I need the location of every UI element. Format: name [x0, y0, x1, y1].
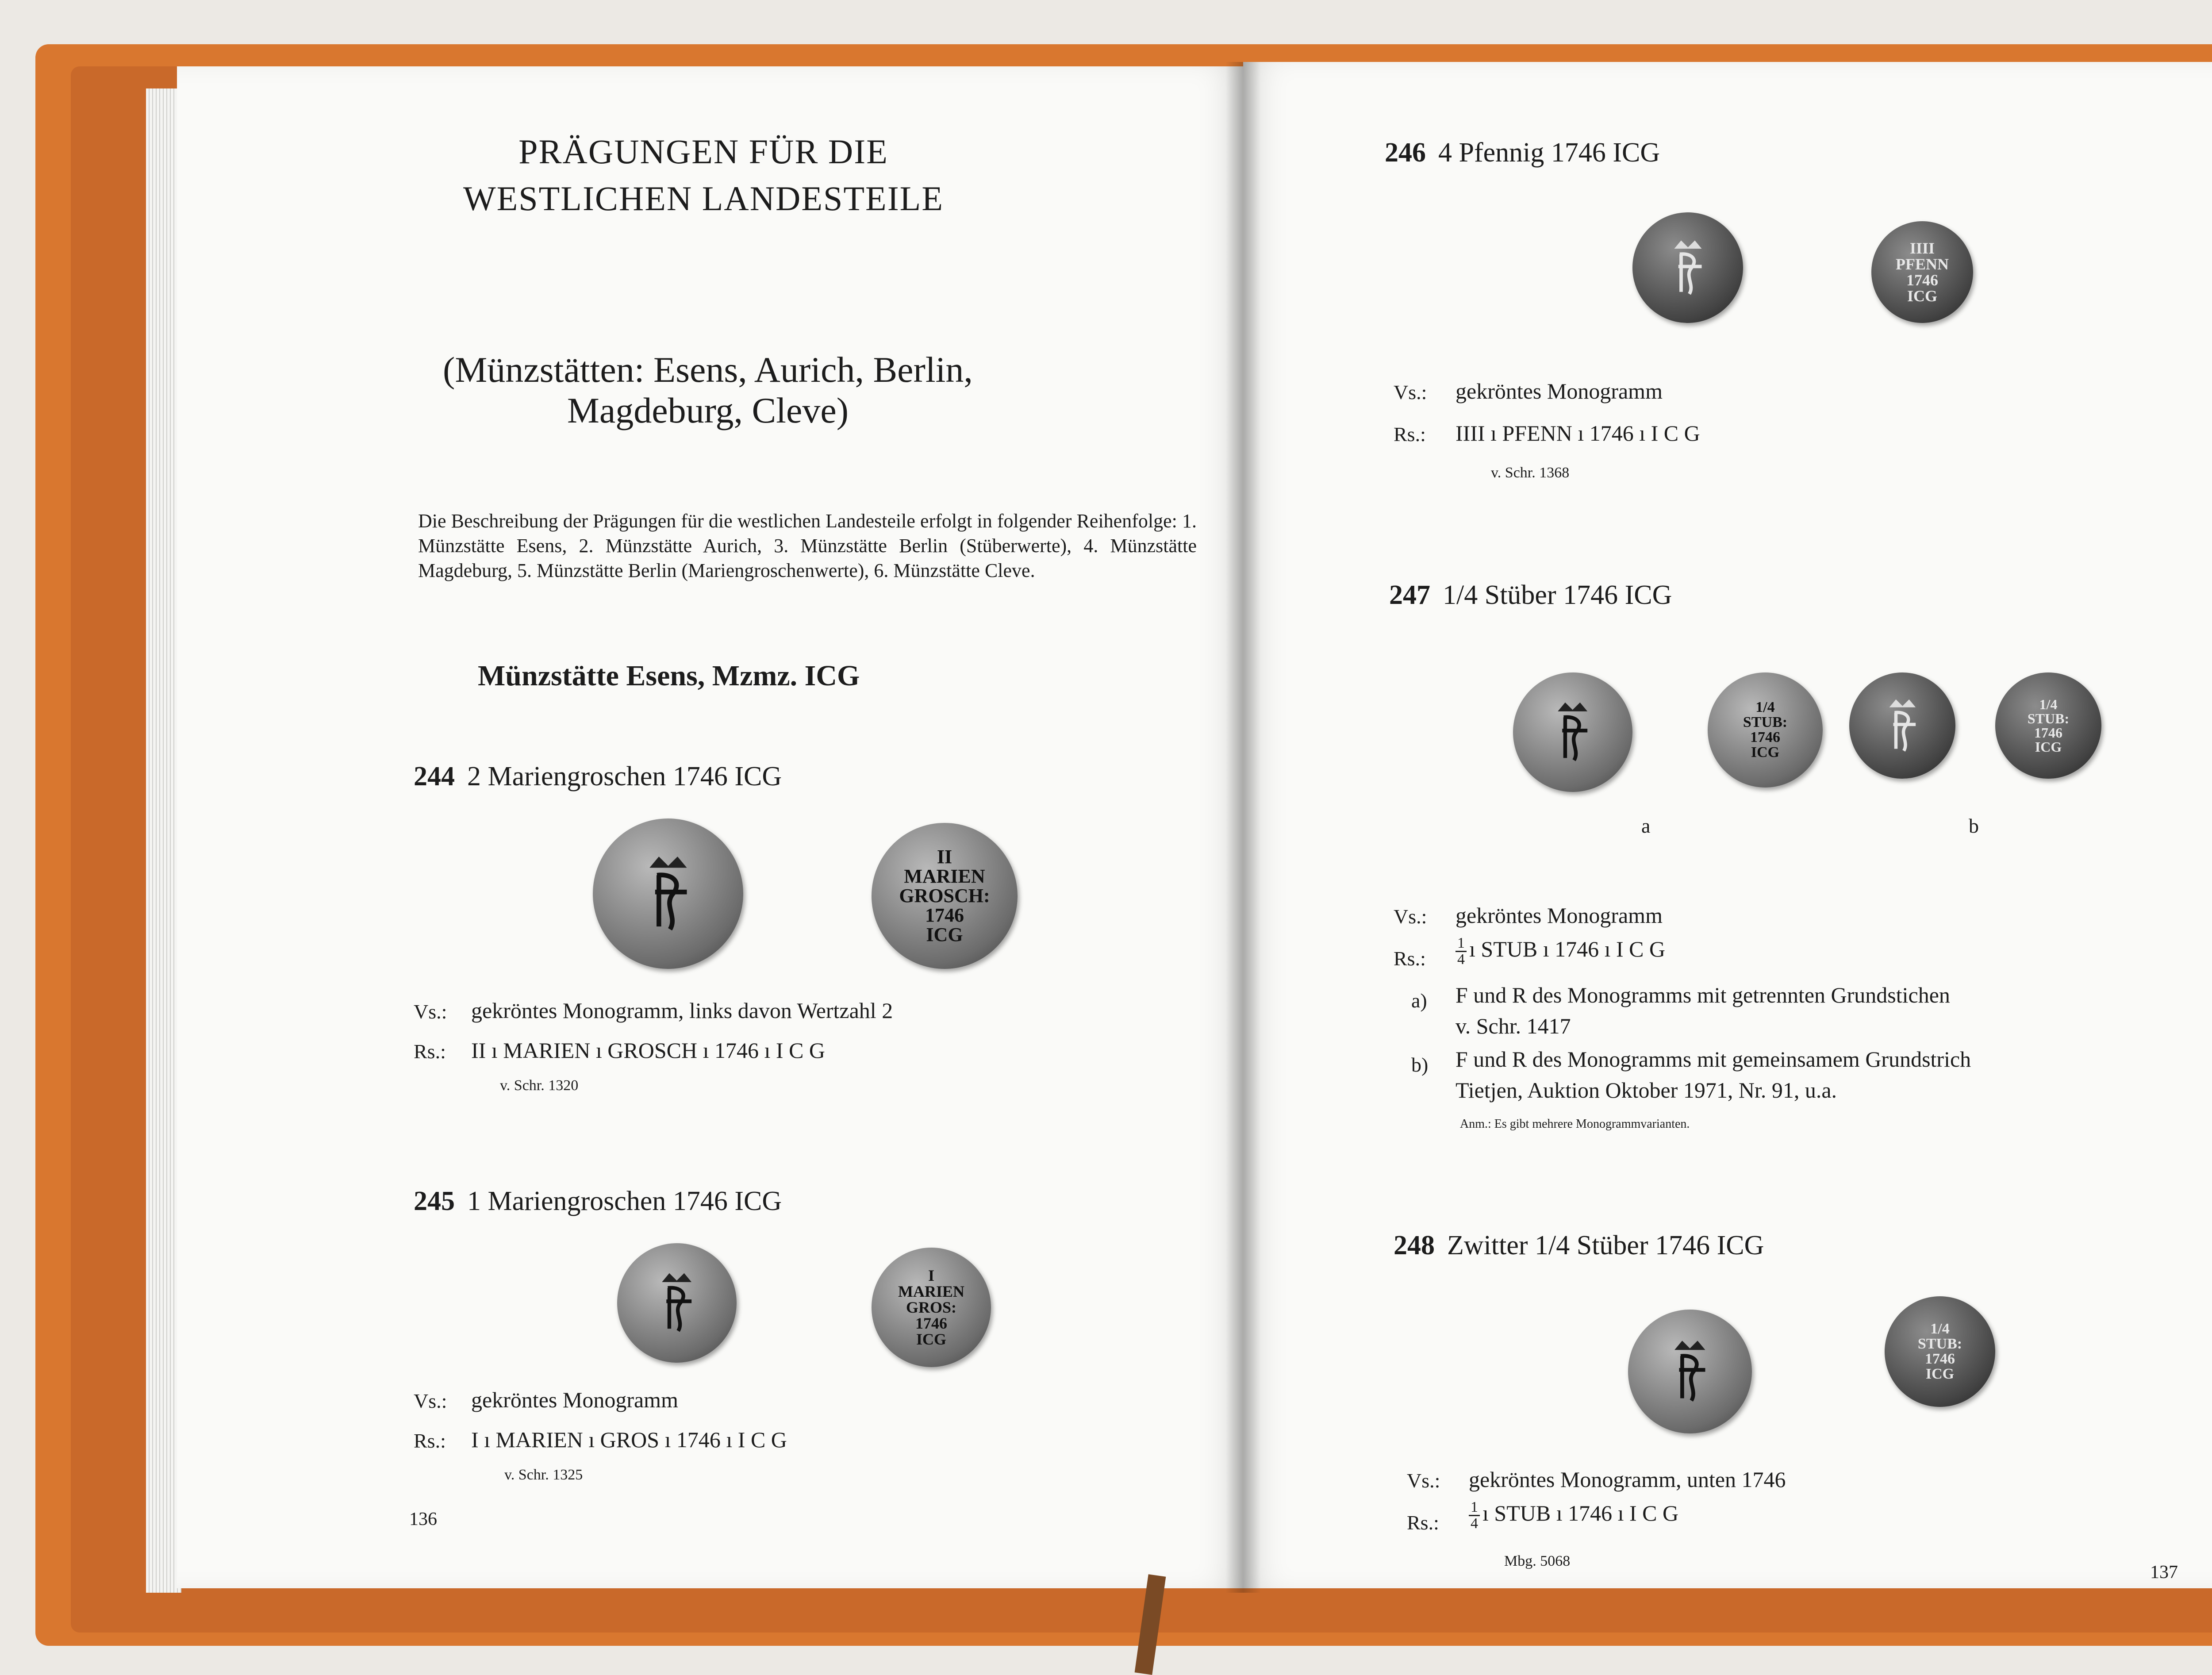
reference: v. Schr. 1325	[504, 1467, 583, 1483]
crowned-monogram-icon	[622, 847, 715, 941]
note-b-ref: Tietjen, Auktion Oktober 1971, Nr. 91, u.a.	[1455, 1078, 1837, 1103]
page-number: 136	[409, 1509, 437, 1529]
note-b-text: F und R des Monogramms mit gemeinsamem Grundstrich	[1455, 1047, 1971, 1072]
crowned-monogram-icon	[1654, 234, 1722, 302]
rs-label: Rs.:	[1394, 423, 1426, 446]
coin-247a-obverse	[1513, 672, 1632, 792]
entry-number: 247	[1389, 580, 1430, 610]
fraction: $\frac{1}{4}$	[1455, 936, 1467, 967]
coin-247a-reverse: 1/4 STUB: 1746 ICG	[1708, 672, 1823, 788]
annotation: Anm.: Es gibt mehrere Monogrammvarianten.	[1460, 1117, 1690, 1131]
rs-description: $\frac{1}{4}$ ı STUB ı 1746 ı I C G	[1455, 936, 1665, 967]
coin-reverse-246: IIII PFENN 1746 ICG	[1871, 221, 1973, 323]
page-subtitle: (Münzstätten: Esens, Aurich, Berlin, Magdeburg, Cleve)	[443, 350, 973, 430]
entry-number: 248	[1394, 1230, 1435, 1260]
entry-title: 1 Mariengroschen 1746 ICG	[467, 1186, 782, 1216]
coin-obverse-244	[593, 818, 743, 969]
note-a-label: a)	[1411, 989, 1427, 1012]
page-number: 137	[2150, 1562, 2178, 1583]
right-page	[1243, 62, 2212, 1588]
entry-title: 4 Pfennig 1746 ICG	[1438, 138, 1660, 168]
coin-reverse-248: 1/4 STUB: 1746 ICG	[1885, 1296, 1995, 1407]
rs-label: Rs.:	[414, 1429, 446, 1452]
entry-number: 245	[414, 1186, 455, 1216]
crowned-monogram-icon	[1651, 1333, 1728, 1410]
reference: v. Schr. 1368	[1491, 465, 1570, 481]
entry-title: 2 Mariengroschen 1746 ICG	[467, 761, 782, 791]
coin-reverse-244: II MARIEN GROSCH: 1746 ICG	[872, 823, 1018, 969]
intro-text: Die Beschreibung der Prägungen für die westlichen Landesteile erfolgt in folgender Reihenfolge: 1. Münzstätte Esens, 2. Münzstätte Aurich, 3. Münzstätte Berlin (Stüberwerte), 4. Münzstätte Magdeburg, 5. Münzstätte Berlin (Mariengroschenwerte), 6. Münzstätte Cleve.	[418, 510, 1197, 581]
rs-description: II ı MARIEN ı GROSCH ı 1746 ı I C G	[471, 1038, 826, 1063]
entry-number: 244	[414, 761, 455, 791]
page-edges-left	[146, 88, 181, 1593]
rs-label: Rs.:	[414, 1040, 446, 1063]
crowned-monogram-icon	[640, 1266, 714, 1340]
crowned-monogram-icon	[1536, 695, 1609, 769]
vs-description: gekröntes Monogramm, links davon Wertzahl 2	[471, 998, 893, 1023]
book-gutter	[1225, 62, 1261, 1593]
entry-title: Zwitter 1/4 Stüber 1746 ICG	[1447, 1230, 1764, 1260]
vs-description: gekröntes Monogramm	[1455, 903, 1663, 928]
entry-247-heading	[1389, 580, 1672, 611]
entry-title: 1/4 Stüber 1746 ICG	[1443, 580, 1672, 610]
coin-obverse-245	[617, 1243, 737, 1363]
coin-247b-reverse: 1/4 STUB: 1746 ICG	[1995, 672, 2101, 779]
rs-label: Rs.:	[1407, 1511, 1439, 1534]
rs-description: I ı MARIEN ı GROS ı 1746 ı I C G	[471, 1427, 787, 1452]
fraction: $\frac{1}{4}$	[1469, 1500, 1480, 1531]
reference: v. Schr. 1320	[500, 1077, 579, 1094]
entry-245-heading	[414, 1186, 782, 1217]
vs-description: gekröntes Monogramm	[471, 1387, 678, 1412]
entry-244-heading	[414, 761, 782, 792]
vs-description: gekröntes Monogramm	[1455, 379, 1663, 403]
coin-reverse-245: I MARIEN GROS: 1746 ICG	[872, 1248, 991, 1367]
crowned-monogram-icon	[1870, 693, 1936, 759]
vs-label: Vs.:	[414, 1000, 447, 1023]
note-b-label: b)	[1411, 1053, 1429, 1076]
section-heading: Münzstätte Esens, Mzmz. ICG	[478, 660, 860, 692]
vs-label: Vs.:	[1407, 1469, 1440, 1492]
coin-obverse-248	[1628, 1310, 1752, 1433]
rs-description: IIII ı PFENN ı 1746 ı I C G	[1455, 421, 1700, 446]
entry-246-heading	[1385, 137, 1660, 169]
left-page	[177, 66, 1243, 1588]
rs-description: $\frac{1}{4}$ ı STUB ı 1746 ı I C G	[1469, 1500, 1678, 1531]
variant-a-label: a	[1641, 814, 1651, 837]
entry-number: 246	[1385, 138, 1426, 168]
reference: Mbg. 5068	[1504, 1553, 1571, 1569]
page-title: PRÄGUNGEN FÜR DIE WESTLICHEN LANDESTEILE	[463, 132, 944, 218]
vs-label: Vs.:	[1394, 905, 1427, 928]
coin-247b-obverse	[1849, 672, 1955, 779]
entry-248-heading	[1394, 1230, 1764, 1261]
rs-label: Rs.:	[1394, 947, 1426, 970]
note-a-text: F und R des Monogramms mit getrennten Grundstichen	[1455, 983, 1950, 1007]
variant-b-label: b	[1969, 814, 1979, 837]
vs-description: gekröntes Monogramm, unten 1746	[1469, 1467, 1786, 1492]
vs-label: Vs.:	[1394, 381, 1427, 403]
coin-obverse-246	[1632, 212, 1743, 323]
vs-label: Vs.:	[414, 1390, 447, 1412]
note-a-ref: v. Schr. 1417	[1455, 1014, 1571, 1038]
